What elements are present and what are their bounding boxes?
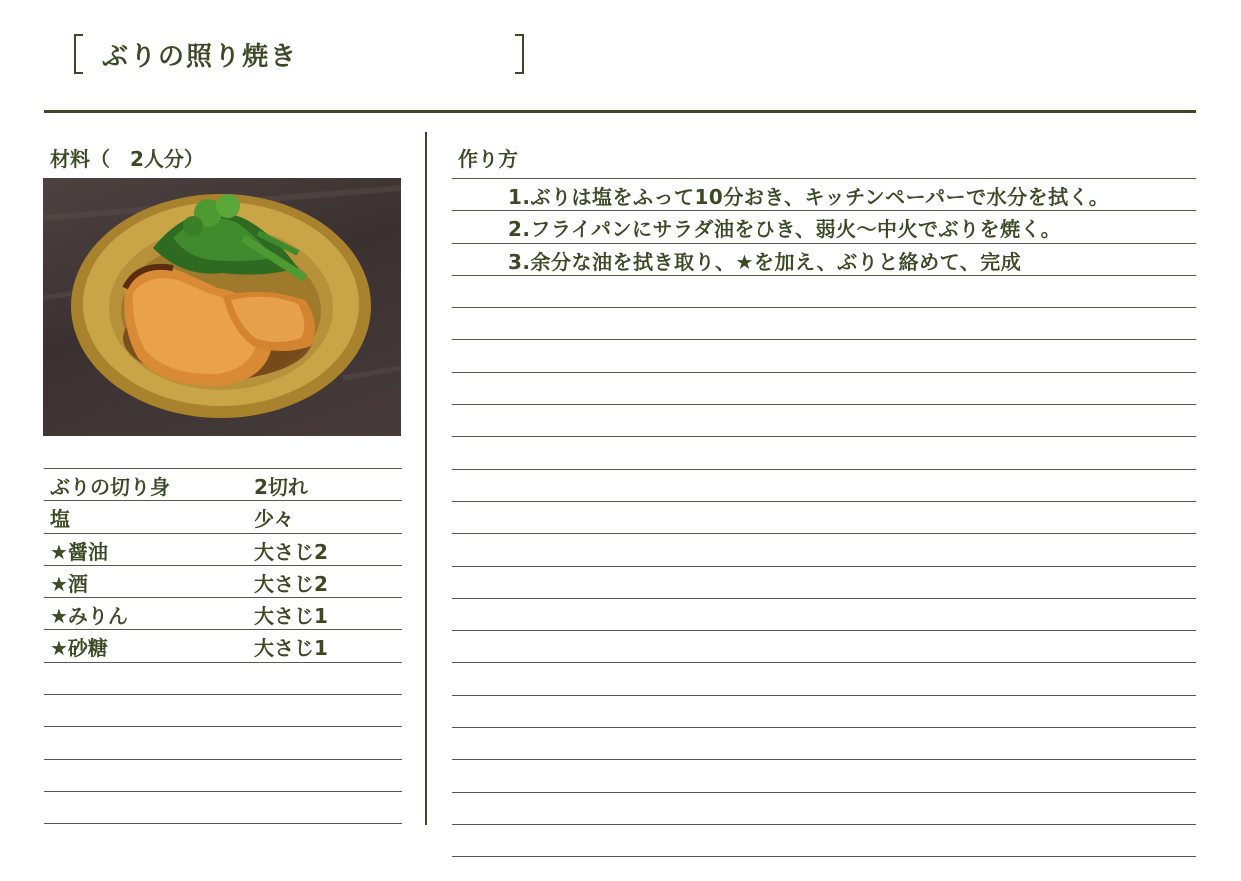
method-step-text: 3.余分な油を拭き取り、★を加え、ぶりと絡めて、完成 [508, 249, 1022, 274]
method-step-row [452, 243, 1196, 275]
ingredient-name: 塩 [50, 507, 70, 532]
ingredient-name: ★砂糖 [50, 636, 108, 661]
recipe-title-area [72, 34, 528, 74]
method-step-text: 2.フライパンにサラダ油をひき、弱火～中火でぶりを焼く。 [508, 217, 1062, 242]
method-step-row [452, 566, 1196, 598]
method-step-row [452, 727, 1196, 759]
ingredient-row [44, 468, 402, 500]
method-step-row [452, 598, 1196, 630]
ingredient-name: ★酒 [50, 571, 88, 596]
ingredient-qty: 大さじ2 [254, 539, 328, 564]
ingredient-row [44, 565, 402, 597]
ingredient-qty: 大さじ1 [254, 636, 328, 661]
recipe-title: ぶりの照り焼き [102, 42, 299, 72]
ingredient-row [44, 726, 402, 758]
method-step-row [452, 662, 1196, 694]
dish-photo [43, 178, 401, 436]
method-steps-list [452, 178, 1196, 857]
ingredient-qty: 2切れ [254, 475, 308, 499]
method-step-row [452, 339, 1196, 371]
method-step-row [452, 759, 1196, 791]
ingredient-name: ぶりの切り身 [50, 475, 170, 499]
method-step-row [452, 695, 1196, 727]
ingredient-row [44, 500, 402, 532]
ingredients-list [44, 468, 402, 824]
ingredient-row [44, 597, 402, 629]
ingredient-row [44, 629, 402, 661]
method-heading: 作り方 [458, 147, 518, 171]
method-step-row [452, 178, 1196, 210]
method-step-row [452, 436, 1196, 468]
dish-photo-drawing [43, 178, 401, 436]
ingredients-heading: 材料（ 2人分） [50, 147, 204, 171]
method-step-row [452, 824, 1196, 857]
method-step-row [452, 307, 1196, 339]
right-bracket [515, 34, 524, 74]
left-bracket [74, 34, 83, 74]
method-step-row [452, 630, 1196, 662]
ingredient-row [44, 662, 402, 694]
method-step-row [452, 792, 1196, 824]
ingredient-row [44, 694, 402, 726]
method-step-row [452, 275, 1196, 307]
ingredient-qty: 大さじ1 [254, 604, 328, 629]
method-step-row [452, 210, 1196, 242]
ingredient-qty: 少々 [254, 507, 294, 532]
method-step-row [452, 469, 1196, 501]
method-step-row [452, 501, 1196, 533]
method-step-row [452, 372, 1196, 404]
ingredient-row [44, 791, 402, 824]
title-divider [44, 110, 1196, 113]
ingredient-qty: 大さじ2 [254, 571, 328, 596]
column-divider [425, 132, 427, 825]
ingredient-row [44, 533, 402, 565]
ingredient-row [44, 759, 402, 791]
method-step-row [452, 533, 1196, 565]
ingredient-name: ★みりん [50, 604, 128, 629]
method-step-row [452, 404, 1196, 436]
ingredient-name: ★醤油 [50, 539, 108, 564]
method-step-text: 1.ぶりは塩をふって10分おき、キッチンペーパーで水分を拭く。 [508, 185, 1110, 209]
